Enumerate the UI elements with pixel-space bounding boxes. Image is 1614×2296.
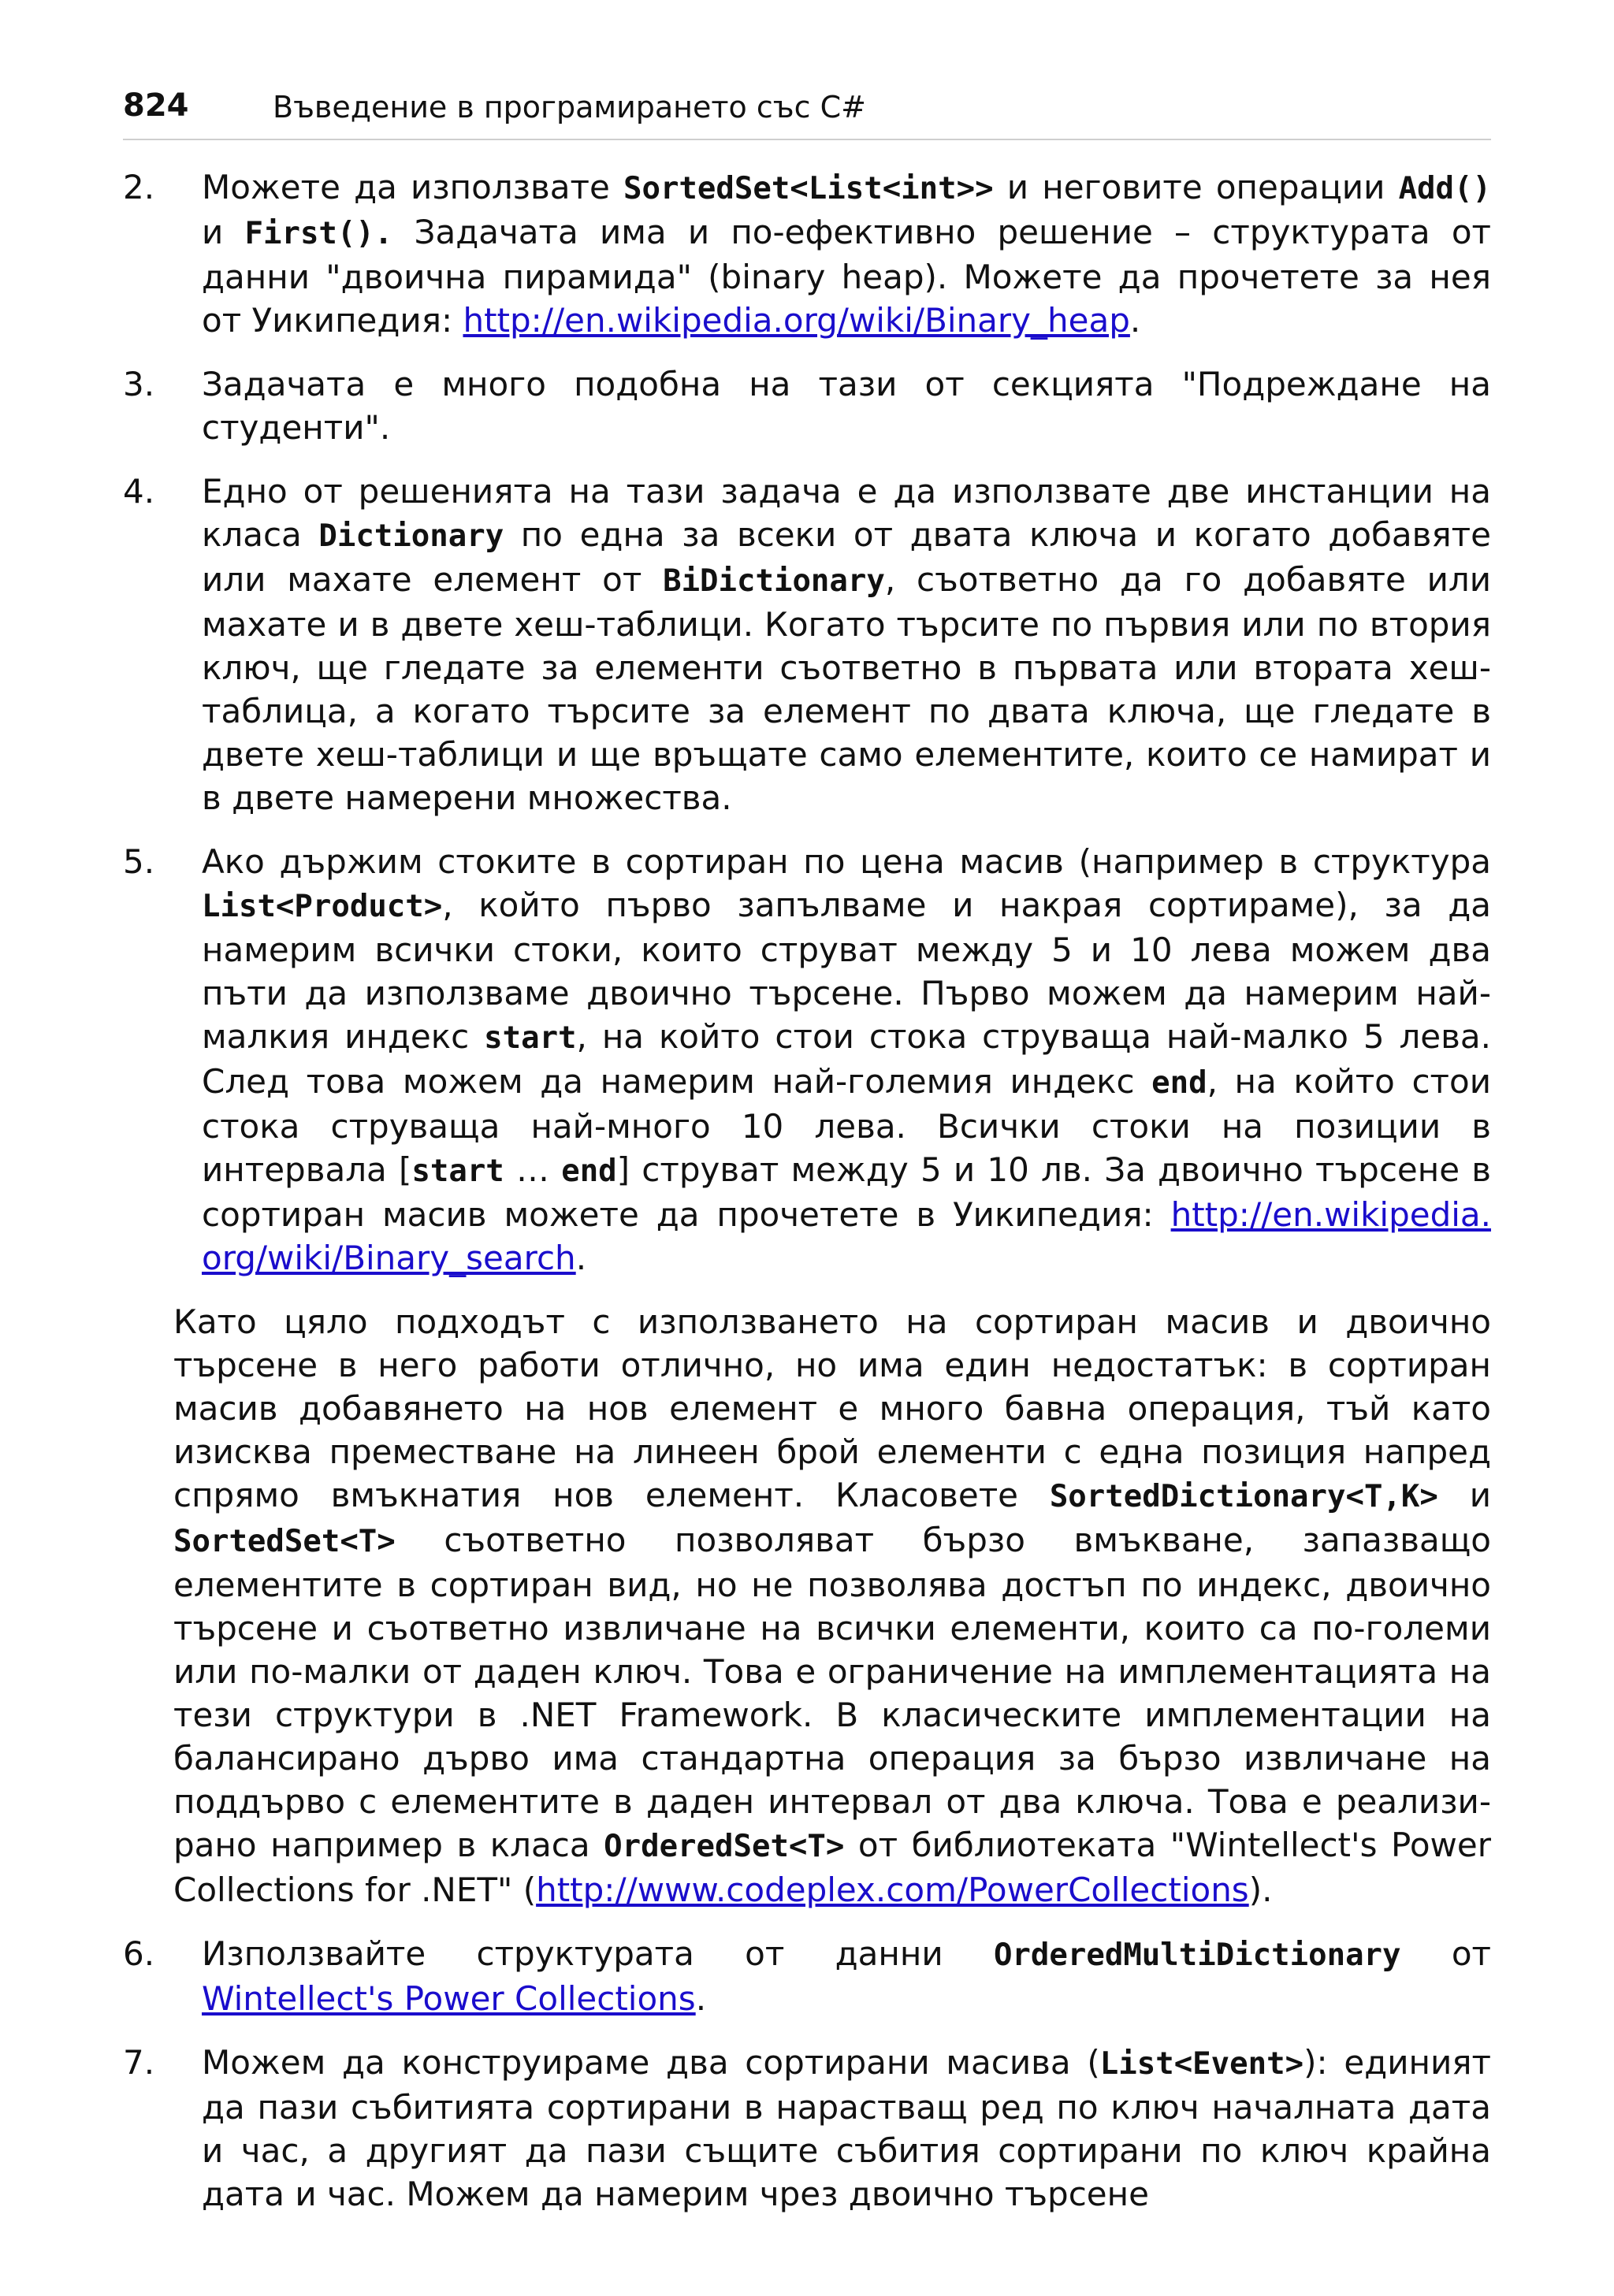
item-number: 4. (123, 472, 155, 511)
inline-code: List<Product> (202, 889, 443, 924)
list-item-3 (123, 362, 1491, 449)
hyperlink[interactable]: http://www.codeplex.com/PowerCollections (536, 1871, 1249, 1909)
list-item-5 (123, 840, 1491, 1280)
inline-code: List<Event> (1099, 2046, 1304, 2082)
item-number: 6. (123, 1934, 155, 1973)
item-text: Използвайте структурата от данни OrderedMultiDictionary от Wintellect's Power Collections. (202, 1934, 1491, 2018)
item-text: Можете да използвате SortedSet<List<int>> и неговите операции Add() и First(). Задачата има и по-ефективно решение – структурата от данни "двоична пирамида" (binary heap). Можете да прочетете за нея от Уикипедия: http://en.wikipedia.org/wiki/Binary_heap. (202, 168, 1491, 340)
list-item-2 (123, 165, 1491, 342)
list-item-6 (123, 1932, 1491, 2020)
inline-code: BiDictionary (663, 563, 885, 599)
item-text: Едно от решенията на тази задача е да използвате две инстанции на класа Dictionary по една за всеки от двата ключа и когато добавяте или махате елемент от BiDictionary, съответно да го добавяте или махате и в двете хеш-таблици. Когато търсите по първия или по втория ключ, ще гледате за елементи съответно в първата или втората хеш-таблица, а когато търсите за елемент по двата ключа, ще гледате в двете хеш-таблици и ще връщате само елементите, които се намират и в двете намерени множества. (202, 472, 1492, 817)
list-item-7 (123, 2041, 1491, 2216)
item-number: 5. (123, 842, 155, 881)
inline-code: SortedSet<T> (173, 1524, 396, 1559)
page-header (123, 84, 1491, 140)
item-text: Задачата е много подобна на тази от секцията "Подреждане на студенти". (202, 365, 1491, 447)
inline-code: Add() (1398, 171, 1491, 206)
inline-code: OrderedMultiDictionary (993, 1937, 1401, 1973)
page-content (123, 165, 1491, 2236)
inline-code: Dictionary (318, 518, 504, 554)
hyperlink[interactable]: http://en.wikipedia.org/wiki/Binary_heap (463, 301, 1130, 340)
inline-code: SortedDictionary<T,K> (1049, 1479, 1438, 1514)
inline-code: start (411, 1154, 504, 1189)
inline-code: OrderedSet<T> (604, 1829, 845, 1864)
inline-code: start (484, 1020, 577, 1056)
item-number: 2. (123, 168, 155, 206)
explanation-paragraph: Като цяло подходът с използването на сортиран масив и двоично търсене в него работи отлично, но има един недостатък: в сортиран масив добавянето на нов елемент е много бавна операция, тъй като изисква преместване на линеен брой елементи с една позиция напред спрямо вмъкнатия нов елемент. Класовете SortedDictionary<T,K> и SortedSet<T> съответно позволяват бързо вмъкване, запазващо елементите в сортиран вид, но не позволява достъп по индекс, двоично търсене и съответно извличане на всички елементи, които са по-големи или по-малки от даден ключ. Това е ограничение на имплементацията на тези структури в .NET Framework. В класическите имплементации на балансирано дърво има стандартна операция за бързо извличане на поддърво с елементите в даден интервал от два ключа. Това е реализи-рано например в класа OrderedSet<T> от библиотеката "Wintellect's Power Collections for .NET" (http://www.codeplex.com/PowerCollections). (173, 1302, 1491, 1909)
inline-code: end (561, 1154, 617, 1189)
item-text: Ако държим стоките в сортиран по цена масив (например в структура List<Product>, който първо запълваме и накрая сортираме), за да намерим всички стоки, които струват между 5 и 10 лева можем два пъти да използваме двоично търсене. Първо можем да намерим най-малкия индекс start, на който стои стока струваща най-малко 5 лева. След това можем да намерим най-големия индекс end, на който стои стока струваща най-много 10 лева. Всички стоки на позиции в интервала [start … end] струват между 5 и 10 лв. За двоично търсене в сортиран масив можете да прочетете в Уикипедия: http://en.wikipedia. org/wiki/Binary_search. (202, 842, 1492, 1277)
book-title: Въведение в програмирането със C# (273, 90, 866, 124)
inline-code: First(). (244, 216, 393, 251)
item-text: Можем да конструираме два сортирани масива (List<Event>): единият да пази събитията сортирани в нарастващ ред по ключ началната дата и час, а другият да пази същите събития сортирани по ключ крайна дата и час. Можем да намерим чрез двоично търсене (202, 2043, 1491, 2213)
inline-code: SortedSet<List<int>> (623, 171, 994, 206)
page-number: 824 (123, 87, 189, 124)
inline-code: end (1151, 1065, 1207, 1101)
item-number: 3. (123, 365, 155, 403)
hyperlink[interactable]: http://en.wikipedia. org/wiki/Binary_search (202, 1195, 1491, 1277)
list-item-4 (123, 470, 1491, 819)
hyperlink[interactable]: Wintellect's Power Collections (202, 1979, 696, 2018)
item-number: 7. (123, 2043, 155, 2082)
